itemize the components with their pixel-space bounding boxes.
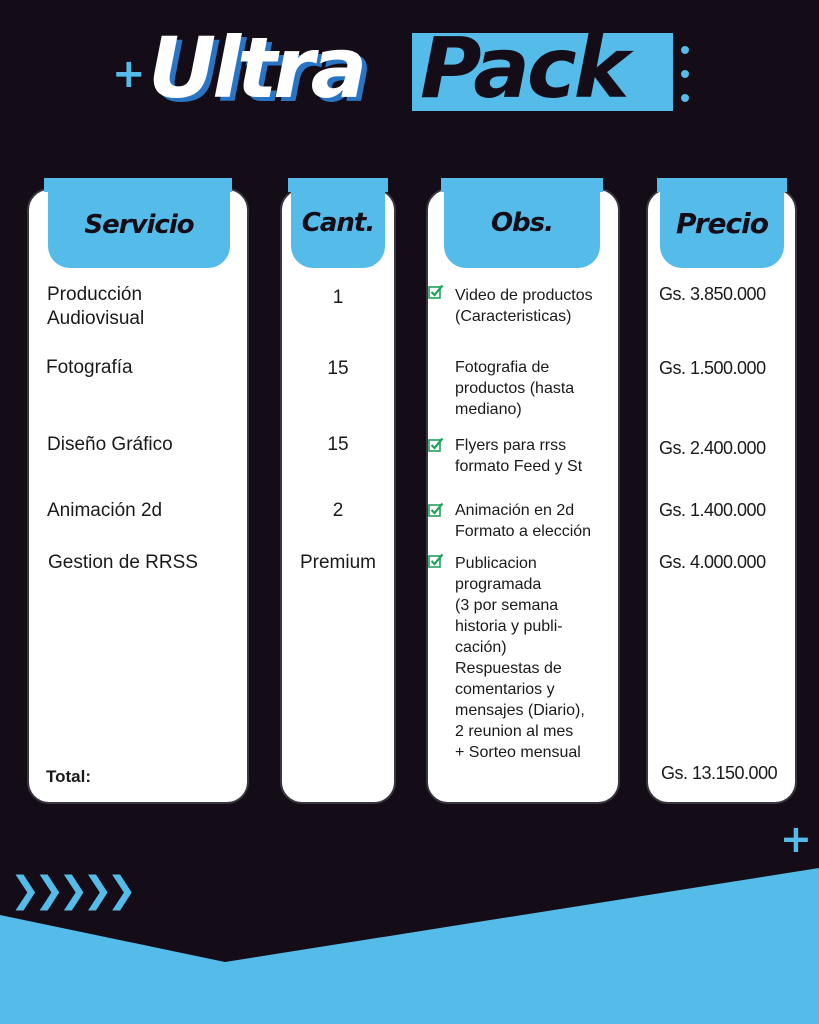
row-4-obs: Animación en 2d Formato a elección bbox=[455, 502, 592, 540]
servicio-column bbox=[27, 188, 249, 804]
chevrons-icon: ❯❯❯❯❯ bbox=[10, 870, 131, 911]
total-label: Total: bbox=[46, 767, 92, 786]
row-2-servicio: Fotografía bbox=[46, 357, 133, 378]
obs-header: Obs. bbox=[490, 208, 554, 238]
servicio-header: Servicio bbox=[84, 210, 194, 240]
precio-column bbox=[646, 188, 797, 804]
row-2-obs: Fotografia de productos (hasta mediano) bbox=[455, 359, 575, 418]
checkmark-icon bbox=[428, 284, 444, 300]
plus-icon: + bbox=[780, 817, 812, 861]
row-3-servicio: Diseño Gráfico bbox=[47, 434, 173, 455]
row-4-precio: Gs. 1.400.000 bbox=[659, 500, 766, 520]
dot-icon bbox=[681, 46, 689, 54]
title-ultra: Ultra bbox=[148, 19, 364, 117]
cant-header: Cant. bbox=[301, 208, 375, 238]
cant-column bbox=[280, 188, 396, 804]
row-5-precio: Gs. 4.000.000 bbox=[659, 552, 766, 572]
row-1-servicio: Producción Audiovisual bbox=[47, 284, 145, 329]
row-3-precio: Gs. 2.400.000 bbox=[659, 438, 766, 458]
dot-icon bbox=[681, 94, 689, 102]
checkmark-icon bbox=[428, 553, 444, 569]
row-1-precio: Gs. 3.850.000 bbox=[659, 284, 766, 304]
checkmark-icon bbox=[428, 502, 444, 518]
bottom-wave bbox=[0, 860, 819, 1024]
row-5-cant: Premium bbox=[299, 552, 376, 573]
row-1-cant: 1 bbox=[332, 287, 344, 308]
checkmark-icon bbox=[428, 437, 444, 453]
row-3-obs: Flyers para rrss formato Feed y St bbox=[455, 437, 583, 475]
row-4-servicio: Animación 2d bbox=[47, 500, 163, 521]
precio-header: Precio bbox=[676, 207, 768, 240]
row-3-cant: 15 bbox=[327, 434, 349, 455]
row-5-servicio: Gestion de RRSS bbox=[48, 552, 198, 573]
plus-icon: + bbox=[112, 51, 146, 97]
row-5-obs: Publicacion programada (3 por semana historia y publi- cación) Respuestas de comentarios y mensajes (Diario), 2 reunion al mes + Sorteo mensual bbox=[455, 555, 585, 761]
total-precio: Gs. 13.150.000 bbox=[661, 763, 778, 783]
row-4-cant: 2 bbox=[332, 500, 344, 521]
row-1-obs: Video de productos (Caracteristicas) bbox=[455, 287, 593, 325]
title-pack: Pack bbox=[420, 19, 627, 117]
dot-icon bbox=[681, 70, 689, 78]
row-2-precio: Gs. 1.500.000 bbox=[659, 358, 766, 378]
row-2-cant: 15 bbox=[327, 358, 349, 379]
